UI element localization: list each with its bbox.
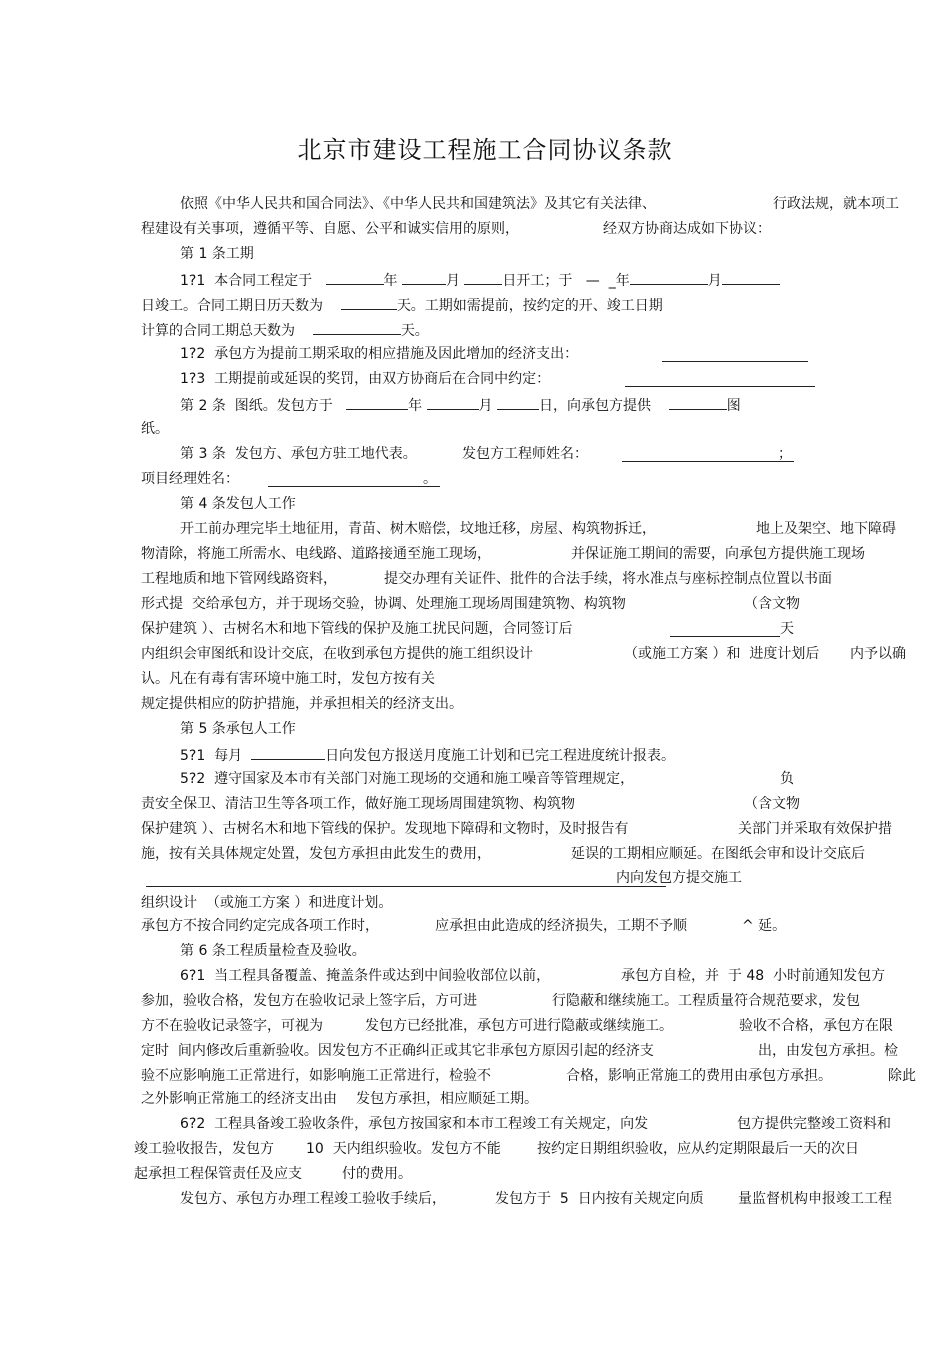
clause-6-2-line-1a: 6?2 工程具备竣工验收条件，承包方按国家和本市工程竣工有关规定，向发 (180, 1116, 649, 1132)
blank-end-month[interactable] (722, 270, 780, 285)
article-4-line-6b: （或施工方案 ）和 进度计划后 (624, 646, 820, 662)
article-4-line-4b: （含文物 (744, 596, 800, 612)
document-title: 北京市建设工程施工合同协议条款 (297, 136, 673, 164)
blank-total-days[interactable] (313, 320, 401, 335)
article-4-line-1a: 开工前办理完毕土地征用，青苗、树木赔偿，坟地迁移，房屋、构筑物拆迁， (180, 521, 656, 537)
blank-drawing-year[interactable] (346, 395, 408, 410)
article-4-line-4a: 形式提 交给承包方，并于现场交验，协调、处理施工现场周围建筑物、构筑物 (141, 596, 626, 612)
clause-6-1-line-5a: 验不应影响施工正常进行，如影响施工正常进行，检验不 (141, 1068, 491, 1084)
clause-6-1-line-2b: 行隐蔽和继续施工。工程质量符合规范要求，发包 (552, 993, 860, 1009)
clause-6-2-line-1b: 包方提供完整竣工资料和 (737, 1116, 891, 1132)
blank-engineer-name[interactable] (622, 447, 794, 462)
article-2-line-2: 纸。 (141, 421, 169, 437)
article-4-line-5a: 保护建筑 ）、古树名木和地下管线的保护及施工扰民问题，合同签订后 (141, 621, 573, 637)
article-6-heading: 第 6 条工程质量检查及验收。 (180, 943, 366, 959)
clause-1-1-line-3: 计算的合同工期总天数为 天。 (141, 320, 429, 340)
clause-5-line-7c: ^ 延。 (742, 918, 787, 934)
clause-6-1-line-5b: 合格，影响正常施工的费用由承包方承担。 (566, 1068, 832, 1084)
clause-6-1-line-6a: 之外影响正常施工的经济支出由 (141, 1091, 337, 1107)
clause-5-2-line-6: 组织设计 （或施工方案 ）和进度计划。 (141, 895, 393, 911)
clause-6-2-line-2a: 竣工验收报告，发包方 (134, 1141, 274, 1157)
clause-6-1-line-6b: 发包方承担，相应顺延工期。 (356, 1091, 538, 1107)
clause-5-2-line-4b: 延误的工期相应顺延。在图纸会审和设计交底后 (571, 846, 865, 862)
manager-name-label: 项目经理姓名： (141, 471, 239, 487)
clause-5-2-line-3a: 保护建筑 ）、古树名木和地下管线的保护。发现地下障碍和文物时，及时报告有 (141, 821, 629, 837)
clause-6-1-line-3b: 发包方已经批准，承包方可进行隐蔽或继续施工。 (365, 1018, 673, 1034)
article-5-heading: 第 5 条承包人工作 (180, 721, 296, 737)
article-2-line: 第 2 条 图纸。发包方于 年 月 日，向承包方提供 图 (180, 395, 741, 415)
clause-5-line-7b: 应承担由此造成的经济损失，工期不予顺 (435, 918, 687, 934)
preamble-line-2a: 程建设有关事项，遵循平等、自愿、公平和诚实信用的原则， (141, 221, 519, 237)
engineer-name-label: 发包方工程师姓名： (462, 446, 588, 462)
clause-6-2-line-2b: 10 天内组织验收。发包方不能 (306, 1141, 501, 1157)
article-4-line-1b: 地上及架空、地下障碍 (756, 521, 896, 537)
clause-5-2-line-1b: 负 (780, 771, 794, 787)
article-4-line-3b: 提交办理有关证件、批件的合法手续，将水准点与座标控制点位置以书面 (384, 571, 832, 587)
blank-manager-name[interactable] (268, 472, 440, 487)
article-3-line: 第 3 条 发包方、承包方驻工地代表。 (180, 446, 417, 462)
article-4-line-5b: 天 (780, 621, 794, 637)
clause-5-2-line-2b: （含文物 (744, 796, 800, 812)
blank-drawing-day[interactable] (497, 395, 539, 410)
clause-5-line-7a: 承包方不按合同约定完成各项工作时， (141, 918, 379, 934)
preamble-line-2b: 经双方协商达成如下协议： (603, 221, 771, 237)
article-4-line-6c: 内予以确 (850, 646, 906, 662)
blank-start-month[interactable] (402, 270, 446, 285)
clause-6-line-10b: 发包方于 5 日内按有关规定向质 (495, 1191, 704, 1207)
blank-start-year[interactable] (326, 270, 384, 285)
clause-5-2-line-5: 内向发包方提交施工 (616, 870, 742, 886)
clause-6-1-line-5c: 除此 (888, 1068, 916, 1084)
blank-days-after-signing[interactable] (670, 622, 780, 637)
article-4-line-2b: 并保证施工期间的需要，向承包方提供施工现场 (571, 546, 865, 562)
article-4-line-3a: 工程地质和地下管网线路资料， (141, 571, 337, 587)
article-4-line-8: 规定提供相应的防护措施，并承担相关的经济支出。 (141, 696, 463, 712)
clause-1-1-line: 1?1 本合同工程定于 年 月 日开工；于 — _年 月 (180, 270, 780, 290)
clause-6-1-line-1a: 6?1 当工程具备覆盖、掩盖条件或达到中间验收部位以前， (180, 968, 551, 984)
clause-6-1-line-3c: 验收不合格，承包方在限 (739, 1018, 893, 1034)
blank-monthly-day[interactable] (251, 745, 325, 760)
blank-start-day[interactable] (464, 270, 502, 285)
clause-6-2-line-2c: 按约定日期组织验收，应从约定期限最后一天的次日 (537, 1141, 859, 1157)
clause-6-1-line-4a: 定时 间内修改后重新验收。因发包方不正确纠正或其它非承包方原因引起的经济支 (141, 1043, 654, 1059)
blank-acceleration-cost[interactable] (662, 347, 808, 362)
article-4-line-6a: 内组织会审图纸和设计交底，在收到承包方提供的施工组织设计 (141, 646, 533, 662)
clause-5-2-line-4a: 施，按有关具体规定处置，发包方承担由此发生的费用， (141, 846, 491, 862)
clause-1-2-line: 1?2 承包方为提前工期采取的相应措施及因此增加的经济支出： (180, 346, 579, 362)
semicolon: ； (778, 446, 792, 462)
clause-1-1-line-2: 日竣工。合同工期日历天数为 天。工期如需提前，按约定的开、竣工日期 (141, 295, 663, 315)
clause-5-2-line-1a: 5?2 遵守国家及本市有关部门对施工现场的交通和施工噪音等管理规定， (180, 771, 635, 787)
article-4-line-7: 认。凡在有毒有害环境中施工时，发包方按有关 (141, 671, 435, 687)
article-4-line-2a: 物清除，将施工所需水、电线路、道路接通至施工现场， (141, 546, 491, 562)
clause-6-2-line-3a: 起承担工程保管责任及应支 (134, 1166, 302, 1182)
preamble-line-1b: 行政法规，就本项工 (773, 196, 899, 212)
blank-end-year[interactable] (630, 270, 708, 285)
blank-drawing-month[interactable] (427, 395, 479, 410)
clause-5-2-line-2a: 责安全保卫、清洁卫生等各项工作，做好施工现场周围建筑物、构筑物 (141, 796, 575, 812)
blank-calendar-days[interactable] (341, 295, 397, 310)
clause-6-1-line-2a: 参加，验收合格，发包方在验收记录上签字后，方可进 (141, 993, 477, 1009)
clause-6-1-line-1b: 承包方自检，并 于 48 小时前通知发包方 (621, 968, 886, 984)
clause-6-1-line-3a: 方不在验收记录签字，可视为 (141, 1018, 323, 1034)
clause-6-1-line-4b: 出，由发包方承担。检 (758, 1043, 898, 1059)
blank-reward-penalty[interactable] (625, 372, 815, 387)
preamble-line-1a: 依照《中华人民共和国合同法》、《中华人民共和国建筑法》及其它有关法律、 (180, 196, 656, 212)
clause-1-3-line: 1?3 工期提前或延误的奖罚，由双方协商后在合同中约定： (180, 371, 551, 387)
clause-6-2-line-3b: 付的费用。 (342, 1166, 412, 1182)
clause-6-line-10c: 量监督机构申报竣工工程 (738, 1191, 892, 1207)
article-4-heading: 第 4 条发包人工作 (180, 496, 296, 512)
period: 。 (423, 471, 437, 487)
clause-6-line-10a: 发包方、承包方办理工程竣工验收手续后， (180, 1191, 446, 1207)
clause-5-2-line-3b: 关部门并采取有效保护措 (738, 821, 892, 837)
clause-5-1-line: 5?1 每月 日向发包方报送月度施工计划和已完工程进度统计报表。 (180, 745, 675, 765)
blank-drawing-sets[interactable] (669, 395, 727, 410)
blank-construction-plan-deadline[interactable] (146, 872, 666, 887)
article-1-heading: 第 1 条工期 (180, 246, 254, 262)
